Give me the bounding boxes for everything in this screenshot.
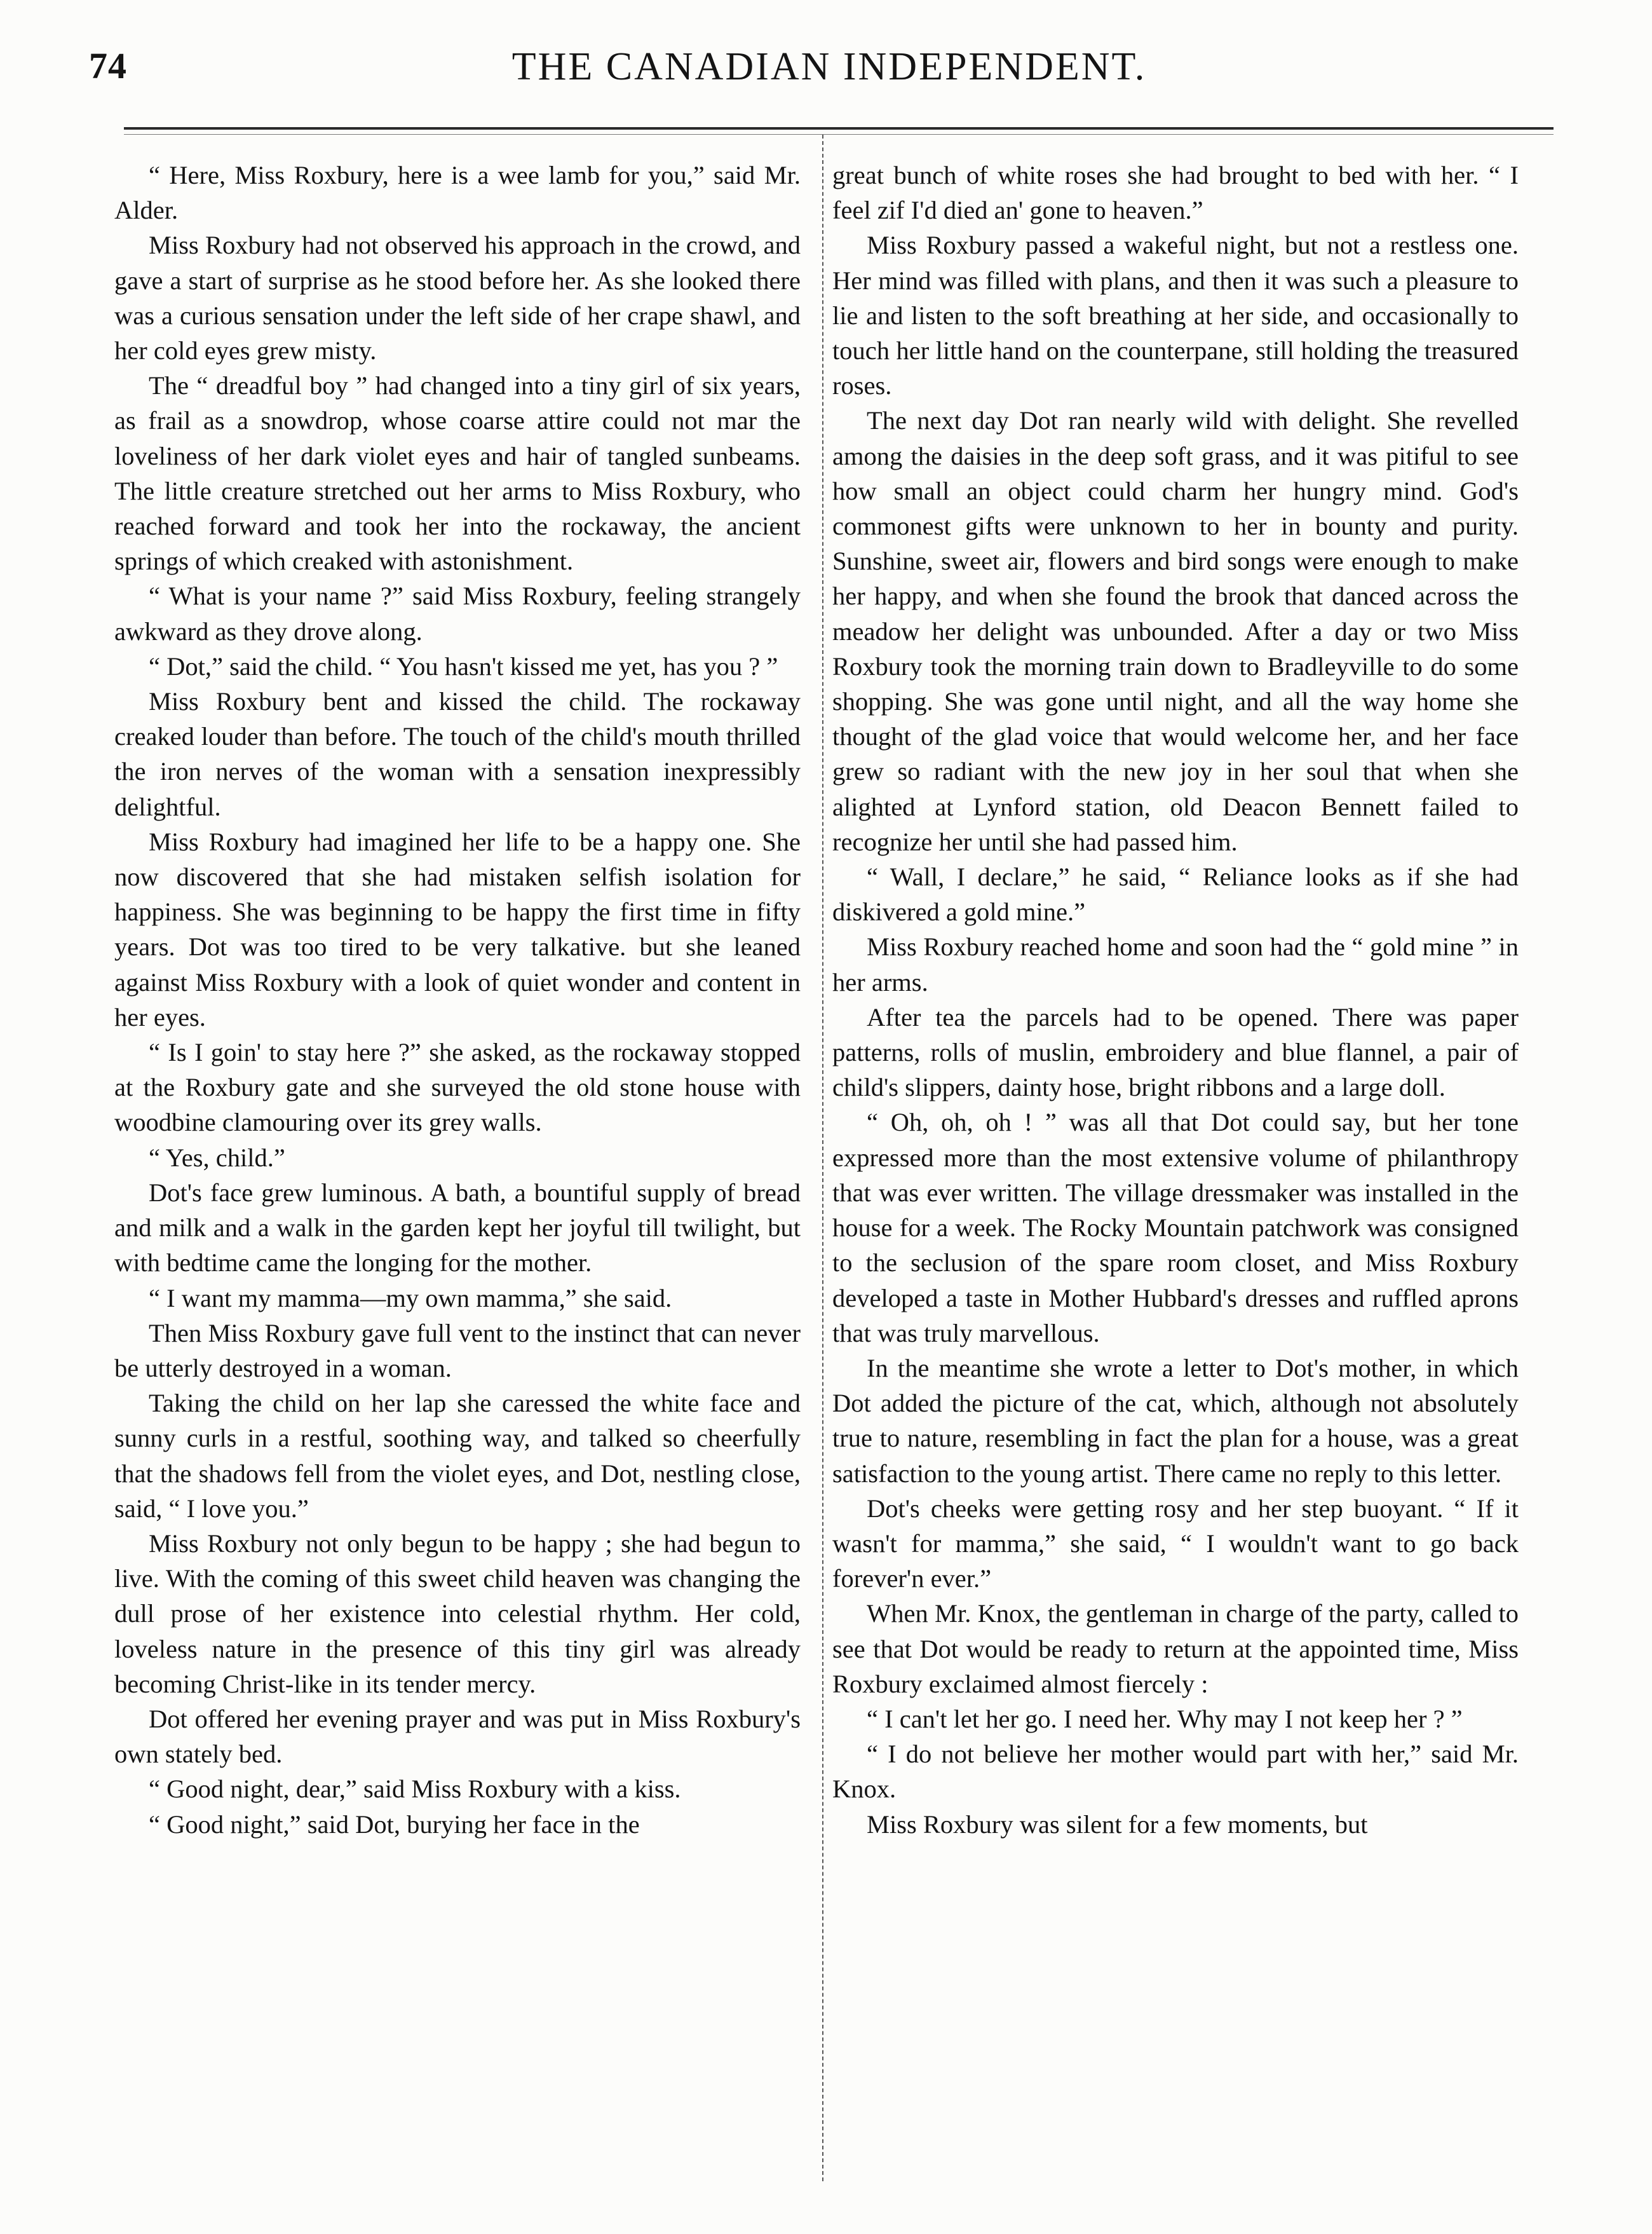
paragraph: “ Is I goin' to stay here ?” she asked, as the rockaway stopped at the Roxbury gate and she surveyed the old stone house with woodbine clamouring over its grey walls. bbox=[114, 1038, 801, 1137]
paragraph: “ Good night, dear,” said Miss Roxbury with a kiss. bbox=[149, 1774, 681, 1804]
journal-title: THE CANADIAN INDEPENDENT. bbox=[511, 45, 1147, 88]
paragraph: Miss Roxbury not only begun to be happy ; she had begun to live. With the coming of this sweet child heaven was changing the dull prose of her existence into celestial rhythm. Her cold, loveless nature in the presence of this tiny girl was already becoming Christ-like in its tender mercy. bbox=[114, 1529, 801, 1698]
column-divider bbox=[822, 135, 823, 2181]
paragraph: “ Wall, I declare,” he said, “ Reliance looks as if she had diskivered a gold mine.” bbox=[832, 862, 1519, 927]
paragraph: Then Miss Roxbury gave full vent to the instinct that can never be utterly destroyed in a woman. bbox=[114, 1318, 801, 1382]
paragraph: Miss Roxbury had not observed his approach in the crowd, and gave a start of surprise as he stood before her. As she looked there was a curious sensation under the left side of her crape shawl, and her cold eyes grew misty. bbox=[114, 231, 801, 365]
header-rule-thin bbox=[124, 134, 1554, 135]
paragraph: Taking the child on her lap she caressed the white face and sunny curls in a restful, soothing way, and talked so cheerfully that the shadows fell from the violet eyes, and Dot, nestling close, said, “ I love you.” bbox=[114, 1389, 801, 1523]
paragraph: Miss Roxbury reached home and soon had the “ gold mine ” in her arms. bbox=[832, 932, 1519, 997]
paragraph: Dot offered her evening prayer and was put in Miss Roxbury's own stately bed. bbox=[114, 1704, 801, 1769]
paragraph: The next day Dot ran nearly wild with delight. She revelled among the daisies in the deep soft grass, and it was pitiful to see how small an object could charm her hungry mind. God's commonest gifts were unknown to her in bounty and purity. Sunshine, sweet air, flowers and bird songs were enough to make her happy, and when she found the brook that danced across the meadow her delight was unbounded. After a day or two Miss Roxbury took the morning train down to Bradleyville to do some shopping. She was gone until night, and all the way home she thought of the glad voice that would welcome her, and her face grew so radiant with the new joy in her soul that when she alighted at Lynford station, old Deacon Bennett failed to recognize her until she had passed him. bbox=[832, 406, 1519, 856]
paragraph: “ I want my mamma—my own mamma,” she said. bbox=[149, 1283, 672, 1312]
paragraph: “ I can't let her go. I need her. Why may I not keep her ? ” bbox=[867, 1704, 1463, 1733]
left-column bbox=[114, 158, 801, 2204]
paragraph: “ I do not believe her mother would part with her,” said Mr. Knox. bbox=[832, 1740, 1519, 1804]
paragraph: Miss Roxbury bent and kissed the child. The rockaway creaked louder than before. The touch of the child's mouth thrilled the iron nerves of the woman with a sensation inexpressibly delightful. bbox=[114, 687, 801, 821]
paragraph-continuation: great bunch of white roses she had brought to bed with her. “ I feel zif I'd died an' gone to heaven.” bbox=[832, 161, 1519, 225]
paragraph: When Mr. Knox, the gentleman in charge of the party, called to see that Dot would be ready to return at the appointed time, Miss Roxbury exclaimed almost fiercely : bbox=[832, 1599, 1519, 1698]
paragraph: “ Oh, oh, oh ! ” was all that Dot could say, but her tone expressed more than the most extensive volume of philanthropy that was ever written. The village dressmaker was installed in the house for a week. The Rocky Mountain patchwork was consigned to the seclusion of the spare room closet, and Miss Roxbury developed a taste in Mother Hubbard's dresses and ruffled aprons that was truly marvellous. bbox=[832, 1108, 1519, 1347]
page-number: 74 bbox=[89, 45, 127, 86]
paragraph: “ What is your name ?” said Miss Roxbury, feeling strangely awkward as they drove along. bbox=[114, 582, 801, 646]
paragraph: “ Here, Miss Roxbury, here is a wee lamb for you,” said Mr. Alder. bbox=[114, 161, 801, 225]
paragraph: Miss Roxbury passed a wakeful night, but not a restless one. Her mind was filled with plans, and then it was such a pleasure to lie and listen to the soft breathing at her side, and occasionally to touch her little hand on the counterpane, still holding the treasured roses. bbox=[832, 231, 1519, 400]
paragraph: Dot's face grew luminous. A bath, a bountiful supply of bread and milk and a walk in the garden kept her joyful till twilight, but with bedtime came the longing for the mother. bbox=[114, 1178, 801, 1277]
paragraph: In the meantime she wrote a letter to Dot's mother, in which Dot added the picture of the cat, which, although not absolutely true to nature, resembling in fact the plan for a house, was a great satisfaction to the young artist. There came no reply to this letter. bbox=[832, 1353, 1519, 1488]
paragraph: “ Good night,” said Dot, burying her face in the bbox=[149, 1809, 640, 1839]
right-column bbox=[832, 158, 1519, 2204]
paragraph: After tea the parcels had to be opened. There was paper patterns, rolls of muslin, embroidery and blue flannel, a pair of child's slippers, dainty hose, bright ribbons and a large doll. bbox=[832, 1002, 1519, 1102]
paragraph: “ Yes, child.” bbox=[149, 1143, 285, 1172]
header-rule bbox=[124, 127, 1554, 130]
paragraph: Dot's cheeks were getting rosy and her step buoyant. “ If it wasn't for mamma,” she said, “ I wouldn't want to go back forever'n ever.” bbox=[832, 1494, 1519, 1593]
paragraph: The “ dreadful boy ” had changed into a tiny girl of six years, as frail as a snowdrop, whose coarse attire could not mar the loveliness of her dark violet eyes and hair of tangled sunbeams. The little creature stretched out her arms to Miss Roxbury, who reached forward and took her into the rockaway, the ancient springs of which creaked with astonishment. bbox=[114, 371, 801, 576]
page-header bbox=[89, 44, 1569, 114]
paragraph: Miss Roxbury was silent for a few moments, but bbox=[867, 1809, 1368, 1839]
paragraph: “ Dot,” said the child. “ You hasn't kissed me yet, has you ? ” bbox=[149, 651, 778, 681]
paragraph: Miss Roxbury had imagined her life to be a happy one. She now discovered that she had mistaken selfish isolation for happiness. She was beginning to be happy the first time in fifty years. Dot was too tired to be very talkative. but she leaned against Miss Roxbury with a look of quiet wonder and content in her eyes. bbox=[114, 827, 801, 1032]
